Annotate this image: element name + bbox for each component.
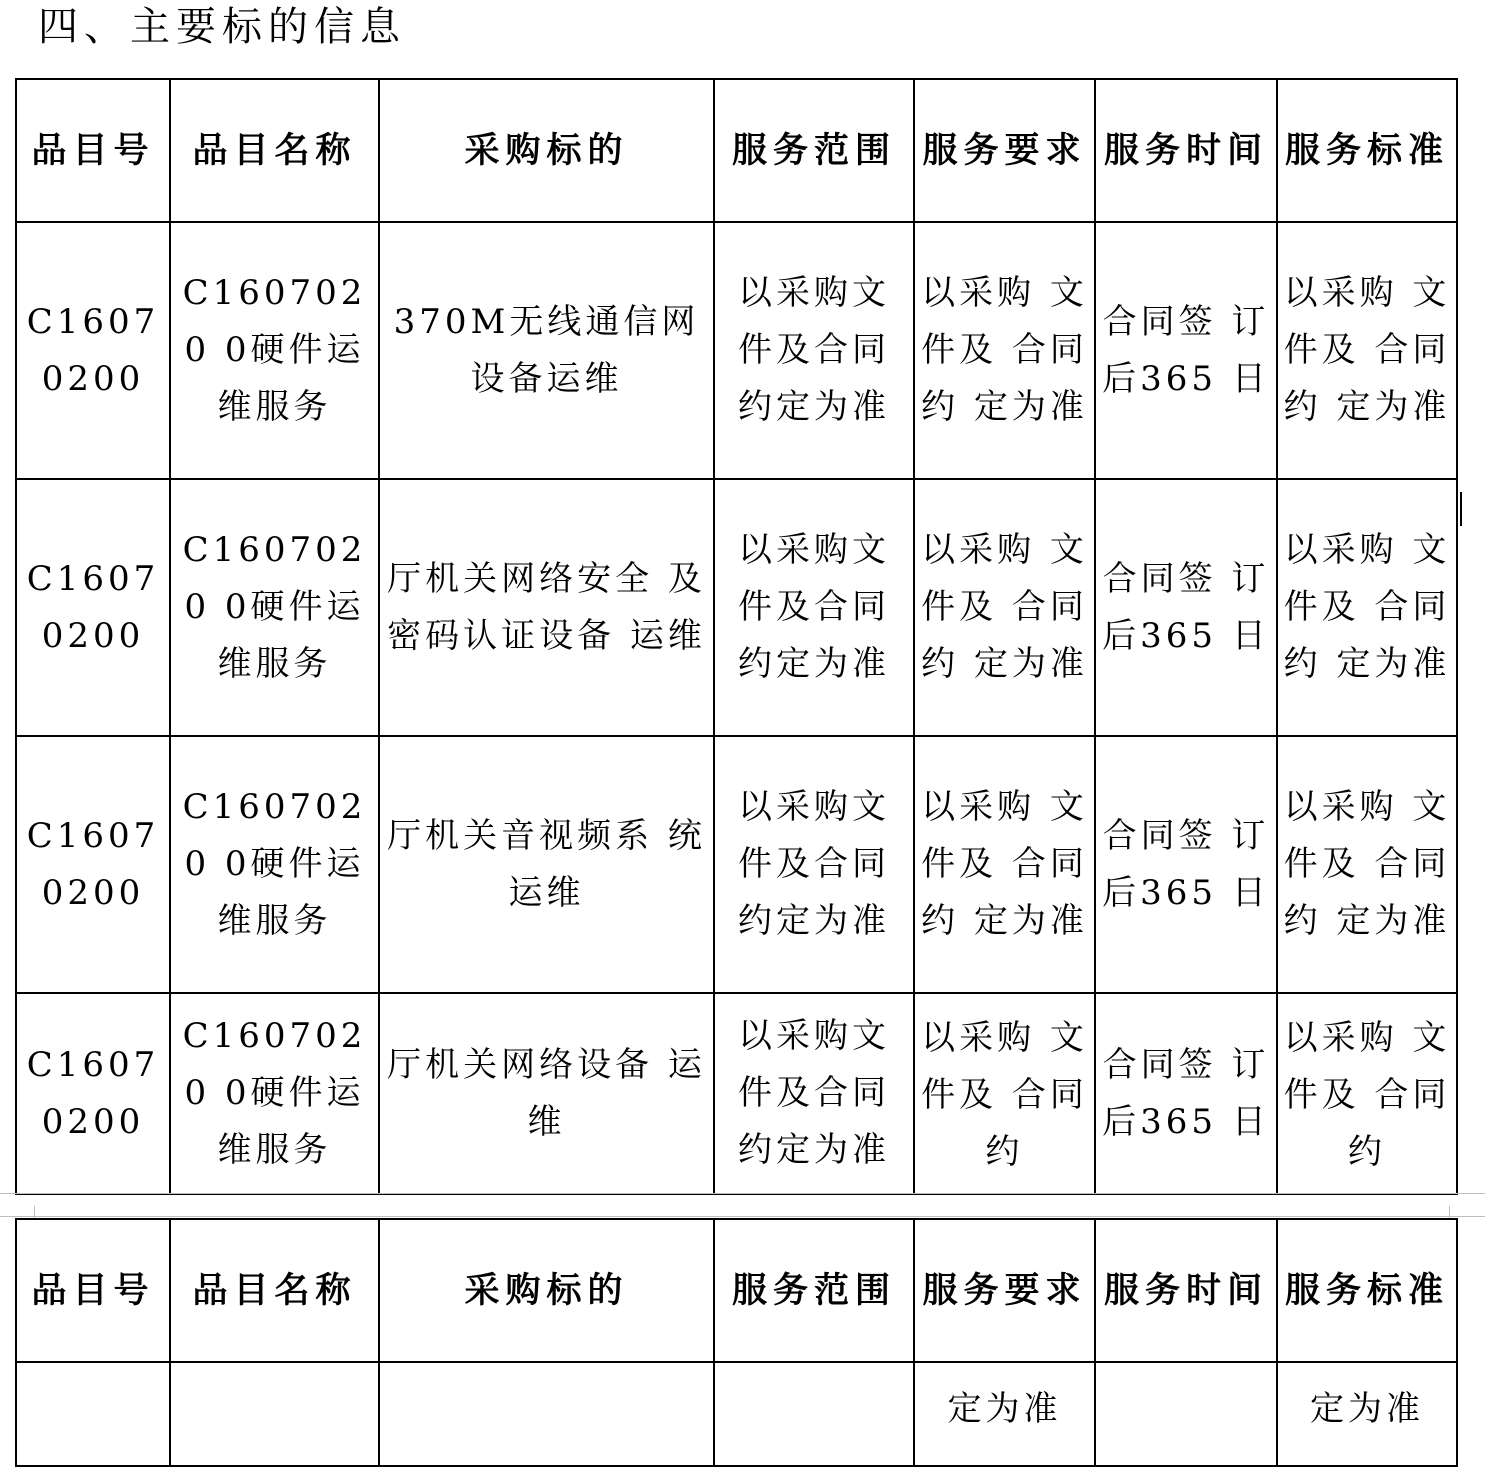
cell-service-scope [714, 1362, 914, 1466]
cell-item-code: C1607 0200 [16, 479, 170, 736]
header-procurement-target: 采购标的 [379, 79, 714, 222]
table-header-row [16, 79, 1457, 222]
cell-service-standard: 定为准 [1277, 1362, 1457, 1466]
cell-service-scope: 以采购文 件及合同 约定为准 [714, 222, 914, 479]
cell-service-time: 合同签 订后365 日 [1095, 479, 1277, 736]
text-cursor [1460, 492, 1462, 526]
cell-service-scope: 以采购文 件及合同 约定为准 [714, 479, 914, 736]
cell-procurement-target: 厅机关网络安全 及密码认证设备 运维 [379, 479, 714, 736]
page-margin-mark-left [34, 1206, 35, 1218]
cell-item-code: C1607 0200 [16, 993, 170, 1194]
section-title: 四、主要标的信息 [38, 4, 406, 50]
cell-service-requirement: 以采购 文件及 合同约 定为准 [914, 222, 1095, 479]
cell-procurement-target [379, 1362, 714, 1466]
page-margin-mark-right [1449, 1206, 1450, 1218]
header-service-requirement: 服务要求 [914, 79, 1095, 222]
header-item-name: 品目名称 [170, 1219, 379, 1362]
header-service-scope: 服务范围 [714, 79, 914, 222]
cell-item-name [170, 1362, 379, 1466]
cell-service-time: 合同签 订后365 日 [1095, 736, 1277, 993]
cell-service-time: 合同签 订后365 日 [1095, 993, 1277, 1194]
header-service-standard: 服务标准 [1277, 79, 1457, 222]
cell-service-time: 合同签 订后365 日 [1095, 222, 1277, 479]
cell-item-code: C1607 0200 [16, 736, 170, 993]
cell-procurement-target: 厅机关音视频系 统运维 [379, 736, 714, 993]
cell-service-requirement: 定为准 [914, 1362, 1095, 1466]
cell-item-code [16, 1362, 170, 1466]
header-item-code: 品目号 [16, 79, 170, 222]
cell-item-name: C1607020 0硬件运 维服务 [170, 736, 379, 993]
header-item-name: 品目名称 [170, 79, 379, 222]
cell-item-name: C1607020 0硬件运 维服务 [170, 479, 379, 736]
table-header-row [16, 1219, 1457, 1362]
header-service-standard: 服务标准 [1277, 1219, 1457, 1362]
table-row [16, 479, 1457, 736]
cell-service-scope: 以采购文 件及合同 约定为准 [714, 736, 914, 993]
page-break [0, 1193, 1485, 1217]
cell-service-requirement: 以采购 文件及 合同约 [914, 993, 1095, 1194]
cell-item-name: C1607020 0硬件运 维服务 [170, 993, 379, 1194]
cell-item-name: C1607020 0硬件运 维服务 [170, 222, 379, 479]
target-info-table-continued [15, 1218, 1458, 1467]
header-service-scope: 服务范围 [714, 1219, 914, 1362]
table-row-continued [16, 1362, 1457, 1466]
table-row [16, 993, 1457, 1194]
header-service-time: 服务时间 [1095, 79, 1277, 222]
target-info-table [15, 78, 1458, 1195]
cell-service-requirement: 以采购 文件及 合同约 定为准 [914, 479, 1095, 736]
cell-item-code: C1607 0200 [16, 222, 170, 479]
cell-service-scope: 以采购文 件及合同 约定为准 [714, 993, 914, 1194]
cell-service-standard: 以采购 文件及 合同约 [1277, 993, 1457, 1194]
header-service-requirement: 服务要求 [914, 1219, 1095, 1362]
cell-service-time [1095, 1362, 1277, 1466]
header-procurement-target: 采购标的 [379, 1219, 714, 1362]
cell-service-requirement: 以采购 文件及 合同约 定为准 [914, 736, 1095, 993]
cell-procurement-target: 厅机关网络设备 运维 [379, 993, 714, 1194]
cell-procurement-target: 370M无线通信网 设备运维 [379, 222, 714, 479]
table-row [16, 736, 1457, 993]
cell-service-standard: 以采购 文件及 合同约 定为准 [1277, 479, 1457, 736]
header-service-time: 服务时间 [1095, 1219, 1277, 1362]
cell-service-standard: 以采购 文件及 合同约 定为准 [1277, 736, 1457, 993]
table-row [16, 222, 1457, 479]
cell-service-standard: 以采购 文件及 合同约 定为准 [1277, 222, 1457, 479]
header-item-code: 品目号 [16, 1219, 170, 1362]
